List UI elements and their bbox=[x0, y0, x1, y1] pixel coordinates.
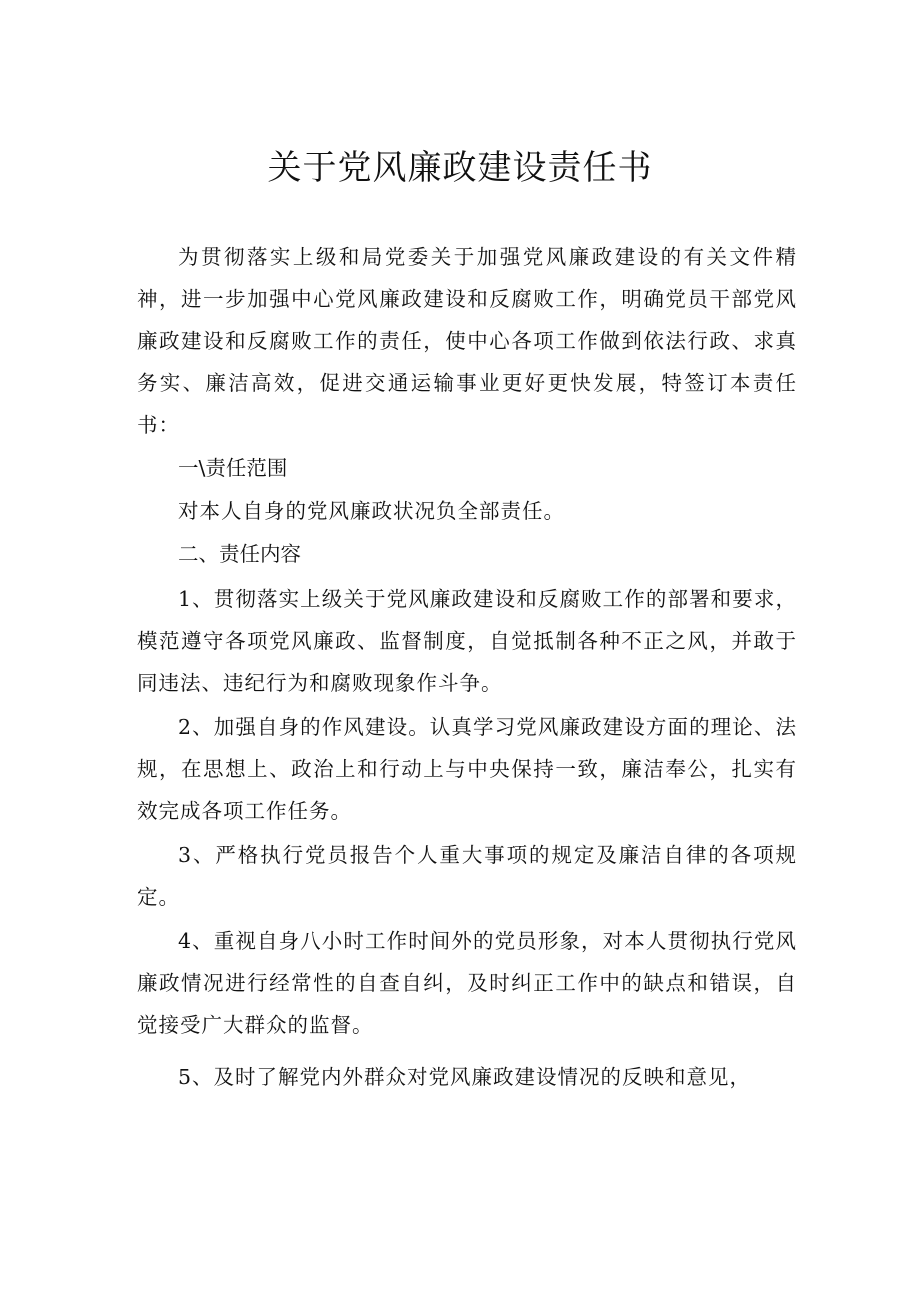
section-1-text: 对本人自身的党风廉政状况负全部责任。 bbox=[178, 499, 565, 523]
responsibility-item-1: 1、贯彻落实上级关于党风廉政建设和反腐败工作的部署和要求，模范遵守各项党风廉政、监督制度，自觉抵制各种不正之风，并敢于同违法、违纪行为和腐败现象作斗争。 bbox=[137, 587, 797, 695]
document-body bbox=[137, 236, 797, 1098]
responsibility-item-2: 2、加强自身的作风建设。认真学习党风廉政建设方面的理论、法规，在思想上、政治上和行动上与中央保持一致，廉洁奉公，扎实有效完成各项工作任务。 bbox=[137, 715, 797, 823]
responsibility-item-5: 5、及时了解党内外群众对党风廉政建设情况的反映和意见， bbox=[178, 1065, 752, 1089]
responsibility-item-3: 3、严格执行党员报告个人重大事项的规定及廉洁自律的各项规定。 bbox=[137, 843, 797, 909]
section-1-heading: 一\责任范围 bbox=[178, 456, 288, 480]
responsibility-item-4: 4、重视自身八小时工作时间外的党员形象，对本人贯彻执行党风廉政情况进行经常性的自查自纠，及时纠正工作中的缺点和错误，自觉接受广大群众的监督。 bbox=[137, 929, 797, 1037]
document-title: 关于党风廉政建设责任书 bbox=[267, 148, 653, 188]
section-2-heading: 二、责任内容 bbox=[178, 542, 301, 566]
intro-paragraph: 为贯彻落实上级和局党委关于加强党风廉政建设的有关文件精神，进一步加强中心党风廉政建设和反腐败工作，明确党员干部党风廉政建设和反腐败工作的责任，使中心各项工作做到依法行政、求真务实、廉洁高效，促进交通运输事业更好更快发展，特签订本责任书： bbox=[137, 245, 797, 437]
